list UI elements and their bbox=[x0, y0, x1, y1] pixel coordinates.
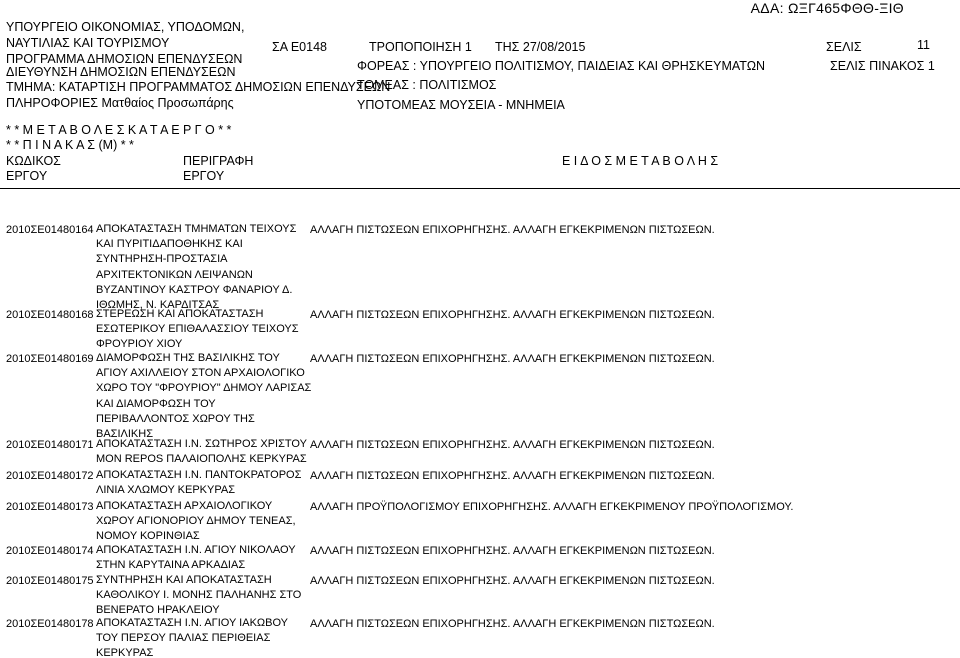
description-line: ΑΡΧΙΤΕΚΤΟΝΙΚΩΝ ΛΕΙΨΑΝΩΝ bbox=[96, 268, 253, 281]
project-code: 2010ΣΕ01480169 bbox=[6, 353, 94, 365]
change-type: ΑΛΛΑΓΗ ΠΙΣΤΩΣΕΩΝ ΕΠΙΧΟΡΗΓΗΣΗΣ. ΑΛΛΑΓΗ ΕΓΚΕΚΡΙΜΕΝΩΝ ΠΙΣΤΩΣΕΩΝ. bbox=[310, 470, 715, 482]
description-line: ΔΙΑΜΟΡΦΩΣΗ ΤΗΣ ΒΑΣΙΛΙΚΗΣ ΤΟΥ bbox=[96, 352, 280, 364]
change-type: ΑΛΛΑΓΗ ΠΙΣΤΩΣΕΩΝ ΕΠΙΧΟΡΗΓΗΣΗΣ. ΑΛΛΑΓΗ ΕΓΚΕΚΡΙΜΕΝΩΝ ΠΙΣΤΩΣΕΩΝ. bbox=[310, 575, 715, 587]
change-type: ΑΛΛΑΓΗ ΠΙΣΤΩΣΕΩΝ ΕΠΙΧΟΡΗΓΗΣΗΣ. ΑΛΛΑΓΗ ΕΓΚΕΚΡΙΜΕΝΩΝ ΠΙΣΤΩΣΕΩΝ. bbox=[310, 439, 715, 451]
section-title-table: * * Π Ι Ν Α Κ Α Σ (Μ) * * bbox=[6, 138, 134, 152]
project-description bbox=[96, 499, 321, 545]
description-line: ΧΩΡΟΥ ΑΓΙΟΝΟΡΙΟΥ ΔΗΜΟΥ ΤΕΝΕΑΣ, bbox=[96, 515, 296, 528]
column-header-change: Ε Ι Δ Ο Σ Μ Ε Τ Α Β Ο Λ Η Σ bbox=[562, 154, 719, 168]
description-line: ΒΑΣΙΛΙΚΗΣ bbox=[96, 428, 154, 441]
description-line: ΧΩΡΟ ΤΟΥ "ΦΡΟΥΡΙΟΥ" ΔΗΜΟΥ ΛΑΡΙΣΑΣ bbox=[96, 382, 312, 395]
column-header-desc-1: ΠΕΡΙΓΡΑΦΗ bbox=[183, 154, 254, 168]
directorate-line: ΔΙΕΥΘΥΝΣΗ ΔΗΜΟΣΙΩΝ ΕΠΕΝΔΥΣΕΩΝ bbox=[6, 65, 236, 79]
change-type: ΑΛΛΑΓΗ ΠΙΣΤΩΣΕΩΝ ΕΠΙΧΟΡΗΓΗΣΗΣ. ΑΛΛΑΓΗ ΕΓΚΕΚΡΙΜΕΝΩΝ ΠΙΣΤΩΣΕΩΝ. bbox=[310, 618, 715, 630]
description-line: ΚΑΙ ΔΙΑΜΟΡΦΩΣΗ ΤΟΥ bbox=[96, 397, 216, 410]
modification-number: ΤΡΟΠΟΠΟΙΗΣΗ 1 bbox=[369, 40, 472, 54]
change-type: ΑΛΛΑΓΗ ΠΙΣΤΩΣΕΩΝ ΕΠΙΧΟΡΗΓΗΣΗΣ. ΑΛΛΑΓΗ ΕΓΚΕΚΡΙΜΕΝΩΝ ΠΙΣΤΩΣΕΩΝ. bbox=[310, 309, 715, 321]
description-line: ΚΑΙ ΠΥΡΙΤΙΔΑΠΟΘΗΚΗΣ ΚΑΙ bbox=[96, 238, 243, 251]
description-line: ΣΥΝΤΗΡΗΣΗ-ΠΡΟΣΤΑΣΙΑ bbox=[96, 253, 228, 266]
description-line: ΙΘΩΜΗΣ, Ν. ΚΑΡΔΙΤΣΑΣ bbox=[96, 299, 220, 312]
description-line: ΛΙΝΙΑ ΧΛΩΜΟΥ ΚΕΡΚΥΡΑΣ bbox=[96, 484, 235, 497]
project-code: 2010ΣΕ01480175 bbox=[6, 575, 94, 587]
ministry-line-2: ΝΑΥΤΙΛΙΑΣ ΚΑΙ ΤΟΥΡΙΣΜΟΥ bbox=[6, 36, 170, 50]
ada-code: ΑΔΑ: ΩΞΓ465ΦΘΘ-ΞΙΘ bbox=[750, 0, 904, 16]
description-line: ΝΟΜΟΥ ΚΟΡΙΝΘΙΑΣ bbox=[96, 530, 200, 543]
header-divider bbox=[0, 188, 960, 189]
change-type: ΑΛΛΑΓΗ ΠΡΟΫΠΟΛΟΓΙΣΜΟΥ ΕΠΙΧΟΡΗΓΗΣΗΣ. ΑΛΛΑΓΗ ΕΓΚΕΚΡΙΜΕΝΟΥ ΠΡΟΫΠΟΛΟΓΙΣΜΟΥ. bbox=[310, 501, 794, 513]
ypotomeas-line: ΥΠΟΤΟΜΕΑΣ ΜΟΥΣΕΙΑ - ΜΝΗΜΕΙΑ bbox=[357, 98, 565, 112]
page-label: ΣΕΛΙΣ bbox=[826, 40, 862, 54]
change-type: ΑΛΛΑΓΗ ΠΙΣΤΩΣΕΩΝ ΕΠΙΧΟΡΗΓΗΣΗΣ. ΑΛΛΑΓΗ ΕΓΚΕΚΡΙΜΕΝΩΝ ΠΙΣΤΩΣΕΩΝ. bbox=[310, 224, 715, 236]
info-line: ΠΛΗΡΟΦΟΡΙΕΣ Ματθαίος Προσωπάρης bbox=[6, 96, 234, 110]
description-line: ΑΠΟΚΑΤΑΣΤΑΣΗ Ι.Ν. ΑΓΙΟΥ ΙΑΚΩΒΟΥ bbox=[96, 617, 289, 629]
project-code: 2010ΣΕ01480171 bbox=[6, 439, 94, 451]
description-line: ΑΓΙΟΥ ΑΧΙΛΛΕΙΟΥ ΣΤΟΝ ΑΡΧΑΙΟΛΟΓΙΚΟ bbox=[96, 367, 305, 380]
project-description bbox=[96, 351, 321, 442]
description-line: ΚΕΡΚΥΡΑΣ bbox=[96, 647, 154, 658]
change-type: ΑΛΛΑΓΗ ΠΙΣΤΩΣΕΩΝ ΕΠΙΧΟΡΗΓΗΣΗΣ. ΑΛΛΑΓΗ ΕΓΚΕΚΡΙΜΕΝΩΝ ΠΙΣΤΩΣΕΩΝ. bbox=[310, 545, 715, 557]
department-line: ΤΜΗΜΑ: ΚΑΤΑΡΤΙΣΗ ΠΡΟΓΡΑΜΜΑΤΟΣ ΔΗΜΟΣΙΩΝ ΕΠΕΝΔΥΣΕΩΝ bbox=[6, 80, 391, 94]
description-line: ΚΑΘΟΛΙΚΟΥ Ι. ΜΟΝΗΣ ΠΑΛΗΑΝΗΣ ΣΤΟ bbox=[96, 589, 302, 602]
project-code: 2010ΣΕ01480173 bbox=[6, 501, 94, 513]
ministry-line-1: ΥΠΟΥΡΓΕΙΟ ΟΙΚΟΝΟΜΙΑΣ, ΥΠΟΔΟΜΩΝ, bbox=[6, 20, 245, 34]
description-line: ΣΥΝΤΗΡΗΣΗ ΚΑΙ ΑΠΟΚΑΤΑΣΤΑΣΗ bbox=[96, 574, 272, 586]
description-line: ΣΤΕΡΕΩΣΗ ΚΑΙ ΑΠΟΚΑΤΑΣΤΑΣΗ bbox=[96, 308, 264, 320]
description-line: ΒΕΝΕΡΑΤΟ ΗΡΑΚΛΕΙΟΥ bbox=[96, 604, 220, 617]
column-header-desc-2: ΕΡΓΟΥ bbox=[183, 169, 225, 183]
project-description bbox=[96, 222, 321, 313]
project-description bbox=[96, 437, 321, 467]
description-line: ΑΠΟΚΑΤΑΣΤΑΣΗ ΑΡΧΑΙΟΛΟΓΙΚΟΥ bbox=[96, 500, 273, 512]
description-line: ΑΠΟΚΑΤΑΣΤΑΣΗ ΤΜΗΜΑΤΩΝ ΤΕΙΧΟΥΣ bbox=[96, 223, 297, 235]
section-title-changes: * * Μ Ε Τ Α Β Ο Λ Ε Σ Κ Α Τ Α Ε Ρ Γ Ο * * bbox=[6, 123, 232, 137]
project-description bbox=[96, 468, 321, 498]
project-code: 2010ΣΕ01480164 bbox=[6, 224, 94, 236]
project-description bbox=[96, 616, 321, 658]
modification-date: ΤΗΣ 27/08/2015 bbox=[495, 40, 586, 54]
description-line: ΤΟΥ ΠΕΡΣΟΥ ΠΑΛΙΑΣ ΠΕΡΙΘΕΙΑΣ bbox=[96, 632, 271, 645]
description-line: ΦΡΟΥΡΙΟΥ ΧΙΟΥ bbox=[96, 338, 183, 351]
project-description bbox=[96, 573, 321, 619]
description-line: ΜΟΝ REPOS ΠΑΛΑΙΟΠΟΛΗΣ ΚΕΡΚΥΡΑΣ bbox=[96, 453, 307, 466]
table-page-label: ΣΕΛΙΣ ΠΙΝΑΚΟΣ 1 bbox=[830, 59, 935, 73]
project-code: 2010ΣΕ01480174 bbox=[6, 545, 94, 557]
foreas-line: ΦΟΡΕΑΣ : ΥΠΟΥΡΓΕΙΟ ΠΟΛΙΤΙΣΜΟΥ, ΠΑΙΔΕΙΑΣ ΚΑΙ ΘΡΗΣΚΕΥΜΑΤΩΝ bbox=[357, 59, 766, 73]
description-line: ΕΣΩΤΕΡΙΚΟΥ ΕΠΙΘΑΛΑΣΣΙΟΥ ΤΕΙΧΟΥΣ bbox=[96, 323, 299, 336]
description-line: ΑΠΟΚΑΤΑΣΤΑΣΗ Ι.Ν. ΣΩΤΗΡΟΣ ΧΡΙΣΤΟΥ bbox=[96, 438, 307, 450]
column-header-code-2: ΕΡΓΟΥ bbox=[6, 169, 48, 183]
change-type: ΑΛΛΑΓΗ ΠΙΣΤΩΣΕΩΝ ΕΠΙΧΟΡΗΓΗΣΗΣ. ΑΛΛΑΓΗ ΕΓΚΕΚΡΙΜΕΝΩΝ ΠΙΣΤΩΣΕΩΝ. bbox=[310, 353, 715, 365]
description-line: ΣΤΗΝ ΚΑΡΥΤΑΙΝΑ ΑΡΚΑΔΙΑΣ bbox=[96, 559, 246, 572]
description-line: ΒΥΖΑΝΤΙΝΟΥ ΚΑΣΤΡΟΥ ΦΑΝΑΡΙΟΥ Δ. bbox=[96, 283, 293, 296]
description-line: ΑΠΟΚΑΤΑΣΤΑΣΗ Ι.Ν. ΠΑΝΤΟΚΡΑΤΟΡΟΣ bbox=[96, 469, 302, 481]
description-line: ΑΠΟΚΑΤΑΣΤΑΣΗ Ι.Ν. ΑΓΙΟΥ ΝΙΚΟΛΑΟΥ bbox=[96, 544, 296, 556]
column-header-code-1: ΚΩΔΙΚΟΣ bbox=[6, 154, 61, 168]
page-number: 11 bbox=[917, 38, 930, 52]
project-description bbox=[96, 307, 321, 353]
tomeas-line: ΤΟΜΕΑΣ : ΠΟΛΙΤΙΣΜΟΣ bbox=[357, 78, 497, 92]
project-code: 2010ΣΕ01480178 bbox=[6, 618, 94, 630]
project-code: 2010ΣΕ01480172 bbox=[6, 470, 94, 482]
sa-code: ΣΑ Ε0148 bbox=[272, 40, 327, 54]
project-description bbox=[96, 543, 321, 573]
project-code: 2010ΣΕ01480168 bbox=[6, 309, 94, 321]
description-line: ΠΕΡΙΒΑΛΛΟΝΤΟΣ ΧΩΡΟΥ ΤΗΣ bbox=[96, 412, 255, 425]
program-line: ΠΡΟΓΡΑΜΜΑ ΔΗΜΟΣΙΩΝ ΕΠΕΝΔΥΣΕΩΝ bbox=[6, 52, 243, 66]
